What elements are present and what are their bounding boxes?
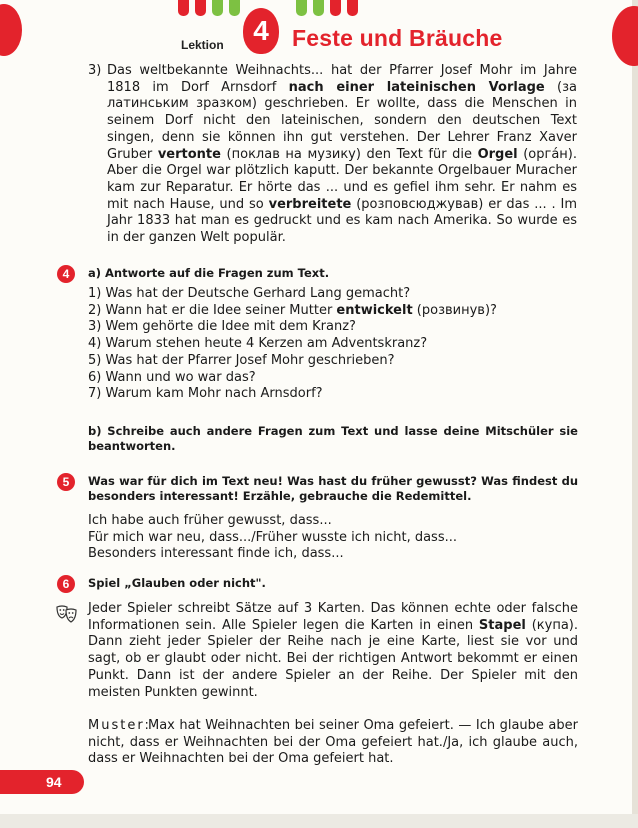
text-run: 7) Warum kam Mohr nach Arnsdorf? [88, 386, 323, 402]
question-item [88, 386, 497, 403]
section3-number: 3) [88, 63, 102, 78]
page-number-tab [0, 770, 84, 794]
bold-term: verbreitete [268, 196, 352, 212]
bold-term: Stapel [478, 617, 526, 633]
exercise5-task: Was war für dich im Text neu! Was hast du früher gewusst? Was findest du besonders interessant! Erzähle, gebrauche die Redemittel. [88, 474, 578, 503]
exercise5-phrases [88, 513, 457, 563]
decorative-oval-left [0, 4, 22, 56]
text-run: (орга́н). Aber die Orgel war plötzlich kaputt. Der bekannte Orgelbauer Muracher kam zur Reparatur. Er hörte das ... und es gefiel ihm sehr. Er nahm es mit nach Hause, und so [107, 146, 577, 212]
bold-term: Orgel [477, 146, 518, 162]
question-item [88, 286, 497, 303]
section3-paragraph [107, 63, 577, 247]
muster-text: Max hat Weihnachten bei seiner Oma gefeiert. — Ich glaube aber nicht, dass er Weihnachten bei der Oma gefeiert hat./Ja, ich glaube auch, dass er Weihnachten bei der Oma gefeiert hat. [88, 718, 578, 767]
question-item [88, 319, 497, 336]
text-run: 2) Wann hat er die Idee seiner Mutter [88, 302, 337, 318]
exercise4-number-badge: 4 [57, 265, 75, 283]
exercise4-task-b: b) Schreibe auch andere Fragen zum Text und lasse deine Mitschüler sie beantworten. [88, 424, 578, 453]
phrase-item: Ich habe auch früher gewusst, dass... [88, 513, 332, 528]
page-bottom-edge [0, 814, 638, 828]
unit-number-badge: 4 [243, 8, 279, 54]
exercise6-number-badge: 6 [57, 575, 75, 593]
unit-title: Feste und Bräuche [292, 25, 503, 51]
muster-label: Muster: [88, 718, 151, 733]
text-run: (поклав на музику) den Text für die [220, 146, 478, 162]
text-run: 6) Wann und wo war das? [88, 369, 256, 385]
text-run: Jeder Spieler schreibt Sätze auf 3 Karten. Das können echte oder falsche Informationen sein. Alle Spieler legen die Karten in einen [88, 601, 578, 633]
lektion-label: Lektion [181, 38, 224, 52]
text-run: 4) Warum stehen heute 4 Kerzen am Adventskranz? [88, 336, 428, 352]
text-run: 5) Was hat der Pfarrer Josef Mohr geschrieben? [88, 352, 395, 368]
exercise5-number-badge: 5 [57, 473, 75, 491]
page-edge [632, 0, 638, 828]
theater-masks-icon [56, 604, 78, 624]
text-run: Das weltbekannte Weihnachts... hat der Pfarrer Josef Mohr im Jahre 1818 im Dorf Arnsdorf [107, 63, 577, 95]
text-run: (купа). Dann zieht jeder Spieler der Reihe nach je eine Karte, liest sie vor und sagt, ob er glaubt oder nicht. Bei der richtigen Antwort bekommt er einen Punkt. Dann ist der andere Spieler an der Reihe. Der Spieler mit den meisten Punkten gewinnt. [88, 617, 578, 700]
text-run: 1) Was hat der Deutsche Gerhard Lang gemacht? [88, 286, 411, 301]
exercise4-question-list [88, 286, 497, 403]
exercise6-paragraph [88, 601, 578, 701]
text-run: (за латинським зразком) geschrieben. Er wollte, dass die Menschen in seinem Dorf nicht den lateinischen, sondern den deutschen Text singen, denn sie können ihn gut verstehen. Der Lehrer Franz Xaver Gruber [107, 79, 577, 162]
page-number: 94 [46, 774, 62, 790]
question-item [88, 336, 497, 353]
bold-term: entwickelt [336, 302, 413, 318]
bold-term: vertonte [157, 146, 221, 162]
exercise6-title: Spiel „Glauben oder nicht". [88, 576, 266, 590]
phrase-item: Besonders interessant finde ich, dass... [88, 546, 344, 562]
text-run: (розповсюджував) er das ... . Im Jahr 1833 hat man es gedruckt und es kam nach Amerika. So wurde es in der ganzen Welt populär. [107, 196, 578, 246]
bold-term: nach einer lateinischen Vorlage [288, 79, 545, 95]
question-item [88, 353, 497, 370]
question-item [88, 370, 497, 387]
phrase-item: Für mich war neu, dass.../Früher wusste ich nicht, dass... [88, 529, 458, 545]
text-run: 3) Wem gehörte die Idee mit dem Kranz? [88, 319, 356, 335]
question-item [88, 303, 497, 320]
text-run: (розвинув)? [412, 302, 497, 318]
exercise4-task-a: a) Antworte auf die Fragen zum Text. [88, 266, 330, 280]
decorative-oval-right [612, 6, 638, 66]
